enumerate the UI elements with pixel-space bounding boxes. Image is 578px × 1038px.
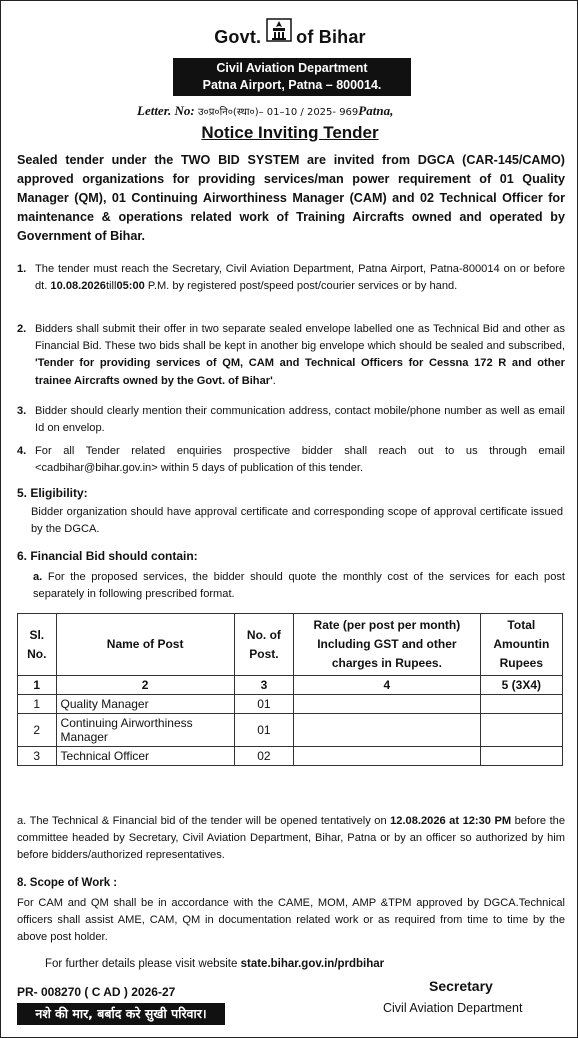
- website-link[interactable]: state.bihar.gov.in/prdbihar: [240, 958, 385, 970]
- header: [1, 17, 578, 48]
- item-3: [17, 403, 565, 437]
- header-total: Total Amountin Rupees: [480, 614, 562, 676]
- table-cell: [480, 747, 562, 766]
- header-post-name: Name of Post: [56, 614, 234, 676]
- financial-bid-heading: 6. Financial Bid should contain:: [17, 549, 198, 563]
- bihar-emblem-icon: [266, 30, 296, 47]
- table-index-row: [18, 676, 563, 695]
- opening-note: [17, 813, 565, 865]
- website-line: [45, 956, 565, 973]
- secretary-dept: Civil Aviation Department: [383, 1001, 523, 1015]
- sub-label: a.: [33, 571, 43, 583]
- item-4: [17, 443, 565, 477]
- table-cell: Technical Officer: [56, 747, 234, 766]
- intro-paragraph: Sealed tender under the TWO BID SYSTEM are invited from DGCA (CAR-145/CAMO) approved organizations for providing services/man power requirement of 01 Quality Manager (QM), 01 Continuing Airworthiness Manager (CAM) and 02 Technical Officer for maintenance & operations related work of Training Aircrafts owned and operated by Government of Bihar.: [17, 153, 565, 243]
- note-text: at: [445, 815, 463, 827]
- item-1: [17, 261, 565, 295]
- govt-left: Govt.: [214, 27, 262, 47]
- letter-label: Letter. No:: [137, 103, 195, 118]
- table-cell: 2: [56, 676, 234, 695]
- secretary-title: Secretary: [429, 978, 493, 994]
- item-text: P.M. by registered post/speed post/courier services or by hand.: [144, 280, 458, 293]
- table-cell: [294, 714, 481, 747]
- table-cell: [294, 747, 481, 766]
- eligibility-heading: 5. Eligibility:: [17, 486, 88, 500]
- table-cell: 2: [18, 714, 57, 747]
- table-cell: 01: [234, 714, 293, 747]
- item-text: Bidder should clearly mention their communication address, contact mobile/phone number as well as email Id on envelop.: [35, 405, 565, 435]
- department-box: [173, 58, 411, 96]
- note-text: The Technical & Financial bid of the tender will be opened tentatively on: [26, 815, 391, 827]
- dept-name: Civil Aviation Department: [216, 61, 368, 75]
- note-label: a.: [17, 815, 27, 827]
- table-header-row: [18, 614, 563, 676]
- table-cell: 5 (3X4): [480, 676, 562, 695]
- table-cell: [294, 695, 481, 714]
- scope-heading: 8. Scope of Work :: [17, 877, 118, 889]
- item-text: The tender must reach the Secretary, Civil Aviation Department, Patna Airport, Patna-800014 on or before dt.: [35, 263, 565, 293]
- slogan-banner: नशे की मार, बर्बाद करे सुखी परिवार।: [17, 1003, 225, 1025]
- item-text: For all Tender related enquiries prospective bidder shall reach out to us through email <cadbihar@bihar.gov.in> within 5 days of publication of this tender.: [35, 445, 565, 475]
- letter-number: [137, 103, 393, 119]
- table-cell: 3: [18, 747, 57, 766]
- item-number: 2.: [17, 323, 27, 335]
- website-label: For further details please visit website: [45, 958, 241, 970]
- eligibility-text: Bidder organization should have approval certificate and corresponding scope of approval certificate issued by the DGCA.: [31, 506, 563, 536]
- item-number: 1.: [17, 263, 27, 275]
- table-row: [18, 714, 563, 747]
- deadline-date: 10.08.2026: [50, 280, 106, 293]
- financial-bid-desc: For the proposed services, the bidder should quote the monthly cost of the services for each post separately in following prescribed format.: [33, 571, 565, 601]
- table-cell: 01: [234, 695, 293, 714]
- price-table: [17, 613, 563, 766]
- dept-address: Patna Airport, Patna – 800014.: [202, 78, 382, 92]
- table-cell: 02: [234, 747, 293, 766]
- item-2: [17, 321, 565, 390]
- deadline-time: 05:00: [116, 280, 145, 293]
- financial-bid-text: [33, 569, 565, 603]
- envelope-subscription: 'Tender for providing services of QM, CAM and Technical Officers for Cessna 172 R and other trainee Aircrafts owned by the Govt. of Bihar': [35, 357, 565, 387]
- table-cell: 1: [18, 695, 57, 714]
- header-sl-no: Sl. No.: [18, 614, 57, 676]
- table-cell: 4: [294, 676, 481, 695]
- item-number: 3.: [17, 405, 27, 417]
- letter-ref: उ०प्र०नि०(स्था०)– 01–10 / 2025- 969: [198, 107, 359, 118]
- letter-place: Patna,: [358, 103, 394, 118]
- table-row: [18, 695, 563, 714]
- item-number: 4.: [17, 445, 27, 457]
- opening-date: 12.08.2026: [390, 815, 446, 827]
- header-rate: Rate (per post per month) Including GST and other charges in Rupees.: [294, 614, 481, 676]
- item-text: .: [272, 374, 276, 387]
- table-cell: Quality Manager: [56, 695, 234, 714]
- table-cell: [480, 714, 562, 747]
- opening-time: 12:30 PM: [462, 815, 512, 827]
- header-no-of-post: No. of Post.: [234, 614, 293, 676]
- notice-title: Notice Inviting Tender: [201, 123, 379, 142]
- table-cell: [480, 695, 562, 714]
- scope-text: For CAM and QM shall be in accordance with the CAME, MOM, AMP &TPM approved by DGCA.Technical officers shall assist AME, CAM, QM in documentation related work or as required from time to time by the above post holder.: [17, 897, 565, 944]
- table-row: [18, 747, 563, 766]
- table-cell: 3: [234, 676, 293, 695]
- pr-number: PR- 008270 ( C AD ) 2026-27: [17, 985, 176, 999]
- item-text: till: [105, 280, 117, 293]
- item-text: Bidders shall submit their offer in two separate sealed envelope labelled one as Technical Bid and other as Financial Bid. These two bids shall be kept in another big envelope which should be sealed and subscribed,: [35, 323, 565, 353]
- govt-right: of Bihar: [296, 27, 366, 47]
- note-text: before the committee headed by Secretary, Civil Aviation Department, Bihar, Patna or by an officer so authorized by him before bidders/authorized representatives.: [17, 815, 565, 862]
- table-cell: 1: [18, 676, 57, 695]
- table-cell: Continuing Airworthiness Manager: [56, 714, 234, 747]
